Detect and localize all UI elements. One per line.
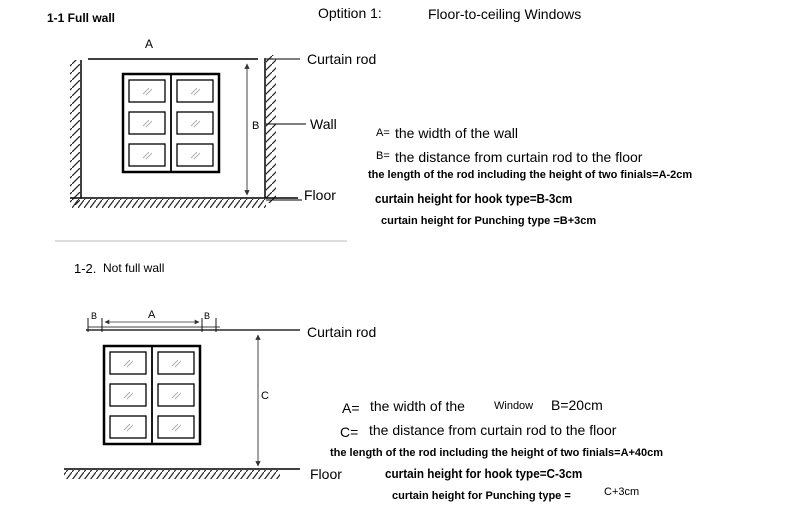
floor-hatch bbox=[72, 199, 266, 208]
dim-a-label: A bbox=[145, 37, 154, 51]
dim-c-label: C bbox=[261, 390, 269, 402]
floor-label: Floor bbox=[304, 187, 336, 203]
option-label: Optition 1: bbox=[318, 5, 382, 21]
right-wall-hatch bbox=[266, 55, 276, 203]
section1-title: 1-1 Full wall bbox=[47, 11, 116, 25]
option-title: Floor-to-ceiling Windows bbox=[428, 6, 582, 22]
note-a-key: A= bbox=[376, 127, 390, 139]
window-not-full-wall bbox=[104, 346, 200, 444]
note2-rod-length: the length of the rod including the height of two finials=A+40cm bbox=[330, 447, 664, 459]
floor-label-2: Floor bbox=[310, 466, 342, 482]
wall-label: Wall bbox=[310, 116, 337, 132]
note2-hook-height: curtain height for hook type=C-3cm bbox=[385, 466, 583, 481]
curtain-rod-label-2: Curtain rod bbox=[307, 324, 377, 340]
note-a-text: the width of the wall bbox=[395, 125, 518, 141]
dim-b-left-label: B bbox=[91, 311, 98, 321]
section2-title: Not full wall bbox=[103, 261, 165, 275]
note2-c-key: C= bbox=[340, 424, 359, 440]
dim-b-right-label: B bbox=[204, 311, 211, 321]
note2-c-text: the distance from curtain rod to the floor bbox=[369, 422, 617, 438]
note2-punching-value: C+3cm bbox=[604, 486, 640, 498]
note2-punching-text: curtain height for Punching type = bbox=[392, 490, 571, 502]
window-full-wall bbox=[123, 74, 219, 172]
curtain-rod-label: Curtain rod bbox=[307, 51, 377, 67]
note-b-key: B= bbox=[376, 150, 390, 162]
note2-a-extra: B=20cm bbox=[551, 397, 603, 413]
note2-a-key: A= bbox=[342, 400, 360, 416]
note-hook-height: curtain height for hook type=B-3cm bbox=[375, 191, 573, 206]
dim-a-label-2: A bbox=[148, 309, 156, 321]
note-punching-height: curtain height for Punching type =B+3cm bbox=[381, 215, 597, 227]
dim-b-label: B bbox=[252, 120, 260, 132]
note2-a-text: the width of the bbox=[370, 398, 465, 414]
floor-hatch-2 bbox=[64, 470, 280, 479]
full-wall-drawing bbox=[70, 55, 306, 208]
note-b-text: the distance from curtain rod to the floor bbox=[395, 149, 643, 165]
note2-a-window: Window bbox=[494, 400, 534, 412]
left-wall-hatch bbox=[70, 60, 80, 205]
note-rod-length: the length of the rod including the height of two finials=A-2cm bbox=[368, 169, 693, 181]
section2-title-prefix: 1-2. bbox=[74, 261, 97, 276]
